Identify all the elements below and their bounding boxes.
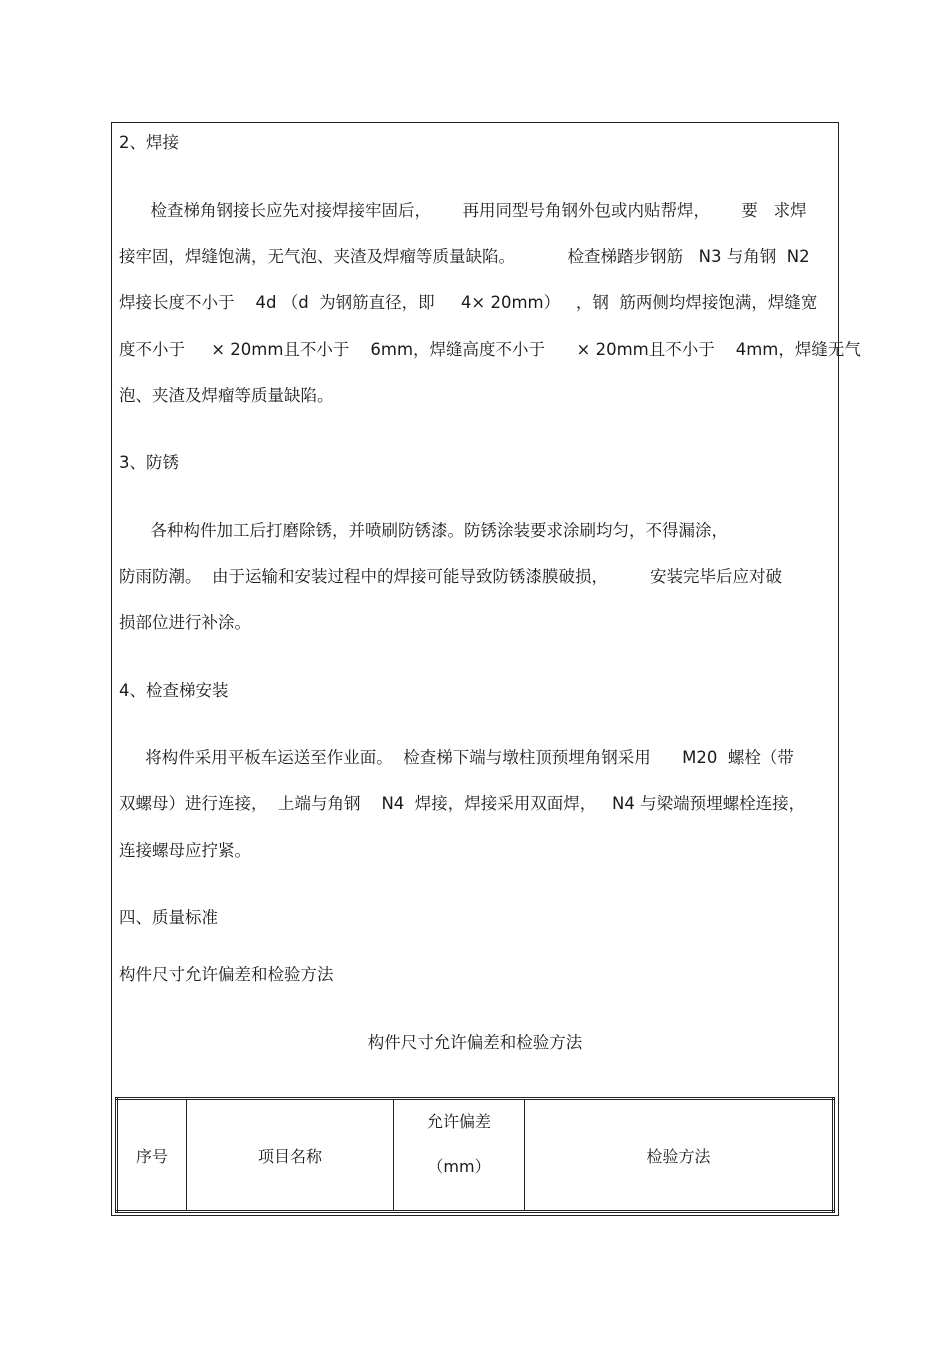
paragraph-line: 防雨防潮。 由于运输和安装过程中的焊接可能导致防锈漆膜破损， 安装完毕后应对破 xyxy=(119,567,782,586)
paragraph-line: 接牢固，焊缝饱满，无气泡、夹渣及焊瘤等质量缺陷。 检查梯踏步钢筋 N3 与角钢 N2 xyxy=(119,247,810,266)
section-heading-antirust: 3、防锈 xyxy=(119,453,179,472)
paragraph-line: 焊接长度不小于 4d （d 为钢筋直径，即 4× 20mm） ，钢 筋两侧均焊接饱满，焊缝宽 xyxy=(119,293,818,312)
section-heading-welding: 2、焊接 xyxy=(119,133,179,152)
section-heading-installation: 4、检查梯安装 xyxy=(119,681,229,700)
tolerance-table xyxy=(115,1097,835,1213)
header-inspection-method: 检验方法 xyxy=(525,1099,834,1212)
paragraph-line: 各种构件加工后打磨除锈，并喷刷防锈漆。防锈涂装要求涂刷均匀，不得漏涂， xyxy=(119,521,728,540)
paragraph-line: 连接螺母应拧紧。 xyxy=(119,841,251,860)
quality-standard-heading: 四、质量标准 xyxy=(119,908,218,927)
table-caption: 构件尺寸允许偏差和检验方法 xyxy=(367,1033,583,1052)
table-header-row xyxy=(117,1099,834,1212)
paragraph-line: 损部位进行补涂。 xyxy=(119,613,251,632)
header-tolerance xyxy=(394,1099,525,1212)
header-tolerance-label: 允许偏差 xyxy=(426,1112,491,1131)
paragraph-line: 检查梯角钢接长应先对接焊接牢固后， 再用同型号角钢外包或内贴帮焊， 要 求焊 xyxy=(119,201,807,220)
header-tolerance-unit: （mm） xyxy=(427,1157,491,1176)
header-item-name: 项目名称 xyxy=(187,1099,394,1212)
paragraph-line: 双螺母）进行连接， 上端与角钢 N4 焊接，焊接采用双面焊， N4 与梁端预埋螺栓连接， xyxy=(119,794,806,813)
tolerance-subheading: 构件尺寸允许偏差和检验方法 xyxy=(119,965,334,984)
header-seq: 序号 xyxy=(117,1099,187,1212)
paragraph-line: 泡、夹渣及焊瘤等质量缺陷。 xyxy=(119,386,334,405)
paragraph-line: 将构件采用平板车运送至作业面。 检查梯下端与墩柱顶预埋角钢采用 M20 螺栓（带 xyxy=(119,748,794,767)
paragraph-line: 度不小于 × 20mm且不小于 6mm，焊缝高度不小于 × 20mm且不小于 4mm，焊缝无气 xyxy=(119,340,861,359)
